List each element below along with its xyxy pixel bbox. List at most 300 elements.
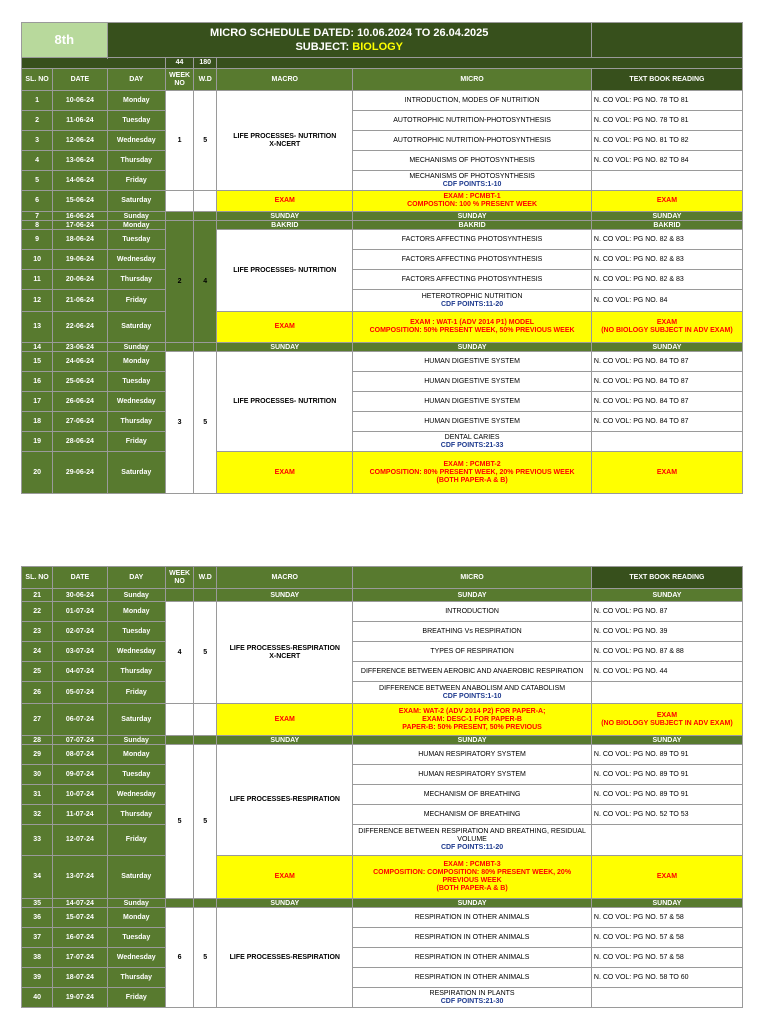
textbook-cell: N. CO VOL: PG NO. 84 TO 87 [591,352,742,372]
sl-cell: 37 [22,928,53,948]
day-cell: Thursday [107,151,165,171]
micro-text: HETEROTROPHIC NUTRITION [421,292,523,300]
date-cell: 26-06-24 [53,392,107,412]
date-cell: 12-06-24 [53,131,107,151]
textbook-cell: N. CO VOL: PG NO. 58 TO 60 [591,968,742,988]
date-cell: 08-07-24 [53,745,107,765]
table-row [22,622,743,642]
macro-subtext: X-NCERT [269,652,301,660]
col-sl: SL. NO [22,69,53,91]
micro-cell [353,825,592,856]
day-cell: Saturday [107,452,165,494]
table-row [22,352,743,372]
date-cell: 29-06-24 [53,452,107,494]
sl-cell: 28 [22,736,53,745]
col-micro: MICRO [353,69,592,91]
day-cell: Sunday [107,343,165,352]
sl-cell: 30 [22,765,53,785]
table-row [22,589,743,602]
sl-cell: 24 [22,642,53,662]
day-cell: Thursday [107,412,165,432]
textbook-cell: N. CO VOL: PG NO. 81 TO 82 [591,131,742,151]
table-row [22,602,743,622]
col-date: DATE [53,69,107,91]
table-row [22,212,743,221]
exam-composition: PAPER-B: 50% PRESENT, 50% PREVIOUS [402,723,542,731]
week-cell: 6 [165,908,193,1008]
date-cell: 04-07-24 [53,662,107,682]
micro-cell [353,432,592,452]
textbook-cell: N. CO VOL: PG NO. 57 & 58 [591,948,742,968]
week-cell: 1 [165,91,193,191]
textbook-cell: N. CO VOL: PG NO. 57 & 58 [591,908,742,928]
textbook-cell: N. CO VOL: PG NO. 82 & 83 [591,250,742,270]
table-row [22,899,743,908]
sunday-cell: SUNDAY [353,736,592,745]
sl-cell: 12 [22,290,53,312]
day-cell: Sunday [107,589,165,602]
micro-text: DENTAL CARIES [444,433,500,441]
exam-composition: COMPOSITION: 80% PRESENT WEEK, 20% PREVIOUS WEEK [369,468,575,476]
date-cell: 28-06-24 [53,432,107,452]
date-cell: 19-06-24 [53,250,107,270]
col-wd: W.D [194,567,217,589]
col-day: DAY [107,567,165,589]
table-row [22,745,743,765]
sl-cell: 15 [22,352,53,372]
sl-cell: 22 [22,602,53,622]
exam-composition: COMPOSITION: COMPOSITION: 80% PRESENT WEEK, 20% PREVIOUS WEEK [373,869,572,884]
date-cell: 13-06-24 [53,151,107,171]
exam-composition: COMPOSTION: 100 % PRESENT WEEK [407,201,538,208]
table-row [22,948,743,968]
col-micro: MICRO [353,567,592,589]
sl-cell: 6 [22,191,53,212]
date-cell: 07-07-24 [53,736,107,745]
cdf-points: CDF POINTS:11-20 [440,300,504,308]
date-cell: 30-06-24 [53,589,107,602]
weeks-total: 44 [165,58,193,69]
table-row [22,856,743,899]
table-row [22,642,743,662]
micro-cell: INTRODUCTION [353,602,592,622]
day-cell: Friday [107,290,165,312]
col-week: WEEK NO [165,567,193,589]
sl-cell: 11 [22,270,53,290]
day-cell: Wednesday [107,785,165,805]
date-cell: 05-07-24 [53,682,107,704]
col-macro: MACRO [217,69,353,91]
date-cell: 18-07-24 [53,968,107,988]
day-cell: Wednesday [107,392,165,412]
day-cell: Tuesday [107,230,165,250]
sl-cell: 14 [22,343,53,352]
schedule-title [107,23,591,58]
exam-macro-cell: EXAM [217,191,353,212]
schedule-table-2 [21,566,743,1008]
textbook-cell: N. CO VOL: PG NO. 52 TO 53 [591,805,742,825]
table-row [22,290,743,312]
date-cell: 20-06-24 [53,270,107,290]
sl-cell: 26 [22,682,53,704]
micro-cell [353,988,592,1008]
table-row [22,372,743,392]
textbook-cell: N. CO VOL: PG NO. 84 TO 87 [591,392,742,412]
micro-cell: AUTOTROPHIC NUTRITION-PHOTOSYNTHESIS [353,111,592,131]
day-cell: Sunday [107,736,165,745]
date-cell: 11-07-24 [53,805,107,825]
grade-cell: 8th [22,23,108,58]
table-row [22,682,743,704]
col-date: DATE [53,567,107,589]
day-cell: Thursday [107,662,165,682]
textbook-cell: N. CO VOL: PG NO. 89 TO 91 [591,765,742,785]
exam-micro-cell [353,191,592,212]
sl-cell: 17 [22,392,53,412]
table-row [22,704,743,736]
cdf-points: CDF POINTS:11-20 [440,844,504,851]
sunday-cell: SUNDAY [217,343,353,352]
micro-cell: RESPIRATION IN OTHER ANIMALS [353,908,592,928]
table-row [22,785,743,805]
sunday-cell: SUNDAY [217,212,353,221]
cdf-points: CDF POINTS:21-33 [440,441,504,449]
textbook-cell: N. CO VOL: PG NO. 84 TO 87 [591,412,742,432]
textbook-cell: N. CO VOL: PG NO. 78 TO 81 [591,91,742,111]
micro-cell: BREATHING Vs RESPIRATION [353,622,592,642]
wd-cell: 5 [194,745,217,899]
table-row [22,91,743,111]
day-cell: Friday [107,825,165,856]
exam-note: (NO BIOLOGY SUBJECT IN ADV EXAM) [601,719,733,727]
date-cell: 17-07-24 [53,948,107,968]
textbook-cell [591,171,742,191]
table-row [22,221,743,230]
sl-cell: 8 [22,221,53,230]
micro-cell: FACTORS AFFECTING PHOTOSYNTHESIS [353,230,592,250]
table-row [22,968,743,988]
textbook-cell: N. CO VOL: PG NO. 87 & 88 [591,642,742,662]
macro-text: LIFE PROCESSES- NUTRITION [233,132,337,140]
exam-macro-cell: EXAM [217,856,353,899]
exam-title: EXAM : PCMBT-3 [443,861,501,868]
micro-cell: HUMAN DIGESTIVE SYSTEM [353,412,592,432]
date-cell: 15-07-24 [53,908,107,928]
micro-cell: TYPES OF RESPIRATION [353,642,592,662]
table-row [22,151,743,171]
sunday-cell: SUNDAY [353,589,592,602]
macro-cell: LIFE PROCESSES-RESPIRATION [217,908,353,1008]
exam-textbook-cell [591,312,742,343]
table-row [22,312,743,343]
sl-cell: 16 [22,372,53,392]
micro-cell: HUMAN RESPIRATORY SYSTEM [353,765,592,785]
week-cell: 3 [165,352,193,494]
macro-cell: LIFE PROCESSES-RESPIRATION [217,745,353,856]
sunday-cell: SUNDAY [353,343,592,352]
micro-cell [353,171,592,191]
day-cell: Tuesday [107,372,165,392]
date-cell: 06-07-24 [53,704,107,736]
day-cell: Saturday [107,191,165,212]
exam-macro-cell: EXAM [217,452,353,494]
subject-name: BIOLOGY [352,41,404,53]
micro-cell: RESPIRATION IN OTHER ANIMALS [353,928,592,948]
sl-cell: 36 [22,908,53,928]
macro-cell [217,602,353,704]
exam-composition: COMPOSITION: 50% PRESENT WEEK, 50% PREVIOUS WEEK [369,327,575,334]
wd-cell: 4 [194,221,217,343]
table-row [22,392,743,412]
col-macro: MACRO [217,567,353,589]
exam-textbook-cell [591,704,742,736]
micro-cell: HUMAN DIGESTIVE SYSTEM [353,392,592,412]
micro-text: RESPIRATION IN PLANTS [429,989,515,997]
table-row [22,230,743,250]
day-cell: Monday [107,352,165,372]
sl-cell: 2 [22,111,53,131]
sunday-cell: SUNDAY [591,343,742,352]
day-cell: Wednesday [107,131,165,151]
micro-cell: MECHANISM OF BREATHING [353,785,592,805]
exam-label: EXAM [656,319,678,326]
table-row [22,412,743,432]
sunday-cell: SUNDAY [353,899,592,908]
table-row [22,908,743,928]
textbook-cell: N. CO VOL: PG NO. 78 TO 81 [591,111,742,131]
week-cell: 4 [165,602,193,704]
exam-title: EXAM : WAT-1 (ADV 2014 P1) MODEL [410,319,535,326]
col-week: WEEK NO [165,69,193,91]
textbook-cell [591,825,742,856]
macro-subtext: X-NCERT [269,140,301,148]
exam-textbook-cell: EXAM [591,856,742,899]
exam-textbook-cell: EXAM [591,452,742,494]
sunday-cell: SUNDAY [217,736,353,745]
textbook-cell [591,988,742,1008]
sl-cell: 35 [22,899,53,908]
sl-cell: 4 [22,151,53,171]
wd-cell: 5 [194,91,217,191]
day-cell: Tuesday [107,765,165,785]
textbook-cell: N. CO VOL: PG NO. 57 & 58 [591,928,742,948]
sl-cell: 34 [22,856,53,899]
sunday-cell: SUNDAY [591,212,742,221]
exam-label: EXAM [656,711,678,719]
table-row [22,736,743,745]
sl-cell: 20 [22,452,53,494]
table-row [22,191,743,212]
table-row [22,131,743,151]
cdf-points: CDF POINTS:21-30 [440,997,504,1005]
day-cell: Wednesday [107,642,165,662]
textbook-cell: N. CO VOL: PG NO. 82 & 83 [591,230,742,250]
table-row [22,988,743,1008]
sl-cell: 25 [22,662,53,682]
macro-text: LIFE PROCESSES-RESPIRATION [229,644,340,652]
micro-cell: FACTORS AFFECTING PHOTOSYNTHESIS [353,250,592,270]
textbook-cell: N. CO VOL: PG NO. 44 [591,662,742,682]
title-blank [591,23,742,58]
wd-cell: 5 [194,602,217,704]
sl-cell: 23 [22,622,53,642]
sl-cell: 1 [22,91,53,111]
day-cell: Sunday [107,899,165,908]
table-row [22,343,743,352]
day-cell: Friday [107,171,165,191]
week-cell: 2 [165,221,193,343]
textbook-cell: N. CO VOL: PG NO. 89 TO 91 [591,745,742,765]
wd-cell: 5 [194,908,217,1008]
day-cell: Thursday [107,968,165,988]
title-text: MICRO SCHEDULE DATED: 10.06.2024 TO 26.04.2025 [210,27,489,39]
sunday-cell: SUNDAY [217,589,353,602]
day-cell: Thursday [107,270,165,290]
sl-cell: 21 [22,589,53,602]
sunday-cell: SUNDAY [591,899,742,908]
holiday-cell: BAKRID [353,221,592,230]
wd-cell: 5 [194,352,217,494]
sl-cell: 39 [22,968,53,988]
date-cell: 22-06-24 [53,312,107,343]
micro-cell: HUMAN DIGESTIVE SYSTEM [353,352,592,372]
day-cell: Monday [107,602,165,622]
date-cell: 24-06-24 [53,352,107,372]
exam-micro-cell [353,856,592,899]
sunday-cell: SUNDAY [591,736,742,745]
col-textbook: TEXT BOOK READING [591,69,742,91]
table-row [22,805,743,825]
subject-label: SUBJECT: [295,41,350,53]
exam-macro-cell: EXAM [217,704,353,736]
sl-cell: 29 [22,745,53,765]
exam-title: EXAM : PCMBT-1 [443,193,501,200]
sl-cell: 40 [22,988,53,1008]
totals-blank [22,58,166,69]
sunday-cell: SUNDAY [353,212,592,221]
sl-cell: 10 [22,250,53,270]
sl-cell: 33 [22,825,53,856]
holiday-cell: BAKRID [217,221,353,230]
day-cell: Friday [107,682,165,704]
micro-cell [353,290,592,312]
day-cell: Monday [107,745,165,765]
day-cell: Saturday [107,856,165,899]
day-cell: Wednesday [107,250,165,270]
table-row [22,270,743,290]
col-textbook: TEXT BOOK READING [591,567,742,589]
sunday-cell: SUNDAY [217,899,353,908]
col-wd: W.D [194,69,217,91]
week-cell: 5 [165,745,193,899]
date-cell: 10-06-24 [53,91,107,111]
day-cell: Saturday [107,704,165,736]
micro-cell: RESPIRATION IN OTHER ANIMALS [353,948,592,968]
date-cell: 09-07-24 [53,765,107,785]
exam-micro-cell [353,312,592,343]
sl-cell: 31 [22,785,53,805]
table-row [22,765,743,785]
day-cell: Friday [107,988,165,1008]
date-cell: 21-06-24 [53,290,107,312]
micro-cell [353,682,592,704]
micro-cell: DIFFERENCE BETWEEN AEROBIC AND ANAEROBIC RESPIRATION [353,662,592,682]
macro-cell [217,91,353,191]
date-cell: 18-06-24 [53,230,107,250]
col-sl: SL. NO [22,567,53,589]
exam-micro-cell [353,452,592,494]
date-cell: 17-06-24 [53,221,107,230]
table-row [22,825,743,856]
date-cell: 12-07-24 [53,825,107,856]
date-cell: 23-06-24 [53,343,107,352]
micro-cell: FACTORS AFFECTING PHOTOSYNTHESIS [353,270,592,290]
micro-cell: INTRODUCTION, MODES OF NUTRITION [353,91,592,111]
date-cell: 25-06-24 [53,372,107,392]
table-row [22,662,743,682]
date-cell: 16-06-24 [53,212,107,221]
sl-cell: 27 [22,704,53,736]
sl-cell: 9 [22,230,53,250]
textbook-cell: N. CO VOL: PG NO. 82 TO 84 [591,151,742,171]
day-cell: Friday [107,432,165,452]
textbook-cell [591,432,742,452]
schedule-table-1 [21,22,743,494]
micro-cell: AUTOTROPHIC NUTRITION-PHOTOSYNTHESIS [353,131,592,151]
textbook-cell: N. CO VOL: PG NO. 87 [591,602,742,622]
table-row [22,432,743,452]
textbook-cell: N. CO VOL: PG NO. 82 & 83 [591,270,742,290]
textbook-cell: N. CO VOL: PG NO. 39 [591,622,742,642]
sl-cell: 32 [22,805,53,825]
macro-cell: LIFE PROCESSES- NUTRITION [217,352,353,452]
table-row [22,171,743,191]
table-row [22,111,743,131]
day-cell: Sunday [107,212,165,221]
micro-cell: MECHANISMS OF PHOTOSYNTHESIS [353,151,592,171]
sl-cell: 18 [22,412,53,432]
textbook-cell: N. CO VOL: PG NO. 84 [591,290,742,312]
date-cell: 01-07-24 [53,602,107,622]
exam-textbook-cell: EXAM [591,191,742,212]
macro-cell: LIFE PROCESSES- NUTRITION [217,230,353,312]
exam-papers: (BOTH PAPER-A & B) [436,476,508,484]
day-cell: Saturday [107,312,165,343]
sl-cell: 19 [22,432,53,452]
textbook-cell [591,682,742,704]
table-row [22,250,743,270]
date-cell: 14-06-24 [53,171,107,191]
micro-cell: HUMAN DIGESTIVE SYSTEM [353,372,592,392]
exam-title: EXAM: WAT-2 (ADV 2014 P2) FOR PAPER-A; [398,707,546,715]
exam-papers: (BOTH PAPER-A & B) [436,885,508,892]
date-cell: 14-07-24 [53,899,107,908]
holiday-cell: BAKRID [591,221,742,230]
col-day: DAY [107,69,165,91]
micro-text: MECHANISMS OF PHOTOSYNTHESIS [409,172,535,180]
sl-cell: 38 [22,948,53,968]
day-cell: Tuesday [107,622,165,642]
date-cell: 10-07-24 [53,785,107,805]
date-cell: 16-07-24 [53,928,107,948]
textbook-cell: N. CO VOL: PG NO. 84 TO 87 [591,372,742,392]
table-row [22,928,743,948]
day-cell: Tuesday [107,111,165,131]
date-cell: 03-07-24 [53,642,107,662]
day-cell: Wednesday [107,948,165,968]
table-row [22,452,743,494]
date-cell: 19-07-24 [53,988,107,1008]
